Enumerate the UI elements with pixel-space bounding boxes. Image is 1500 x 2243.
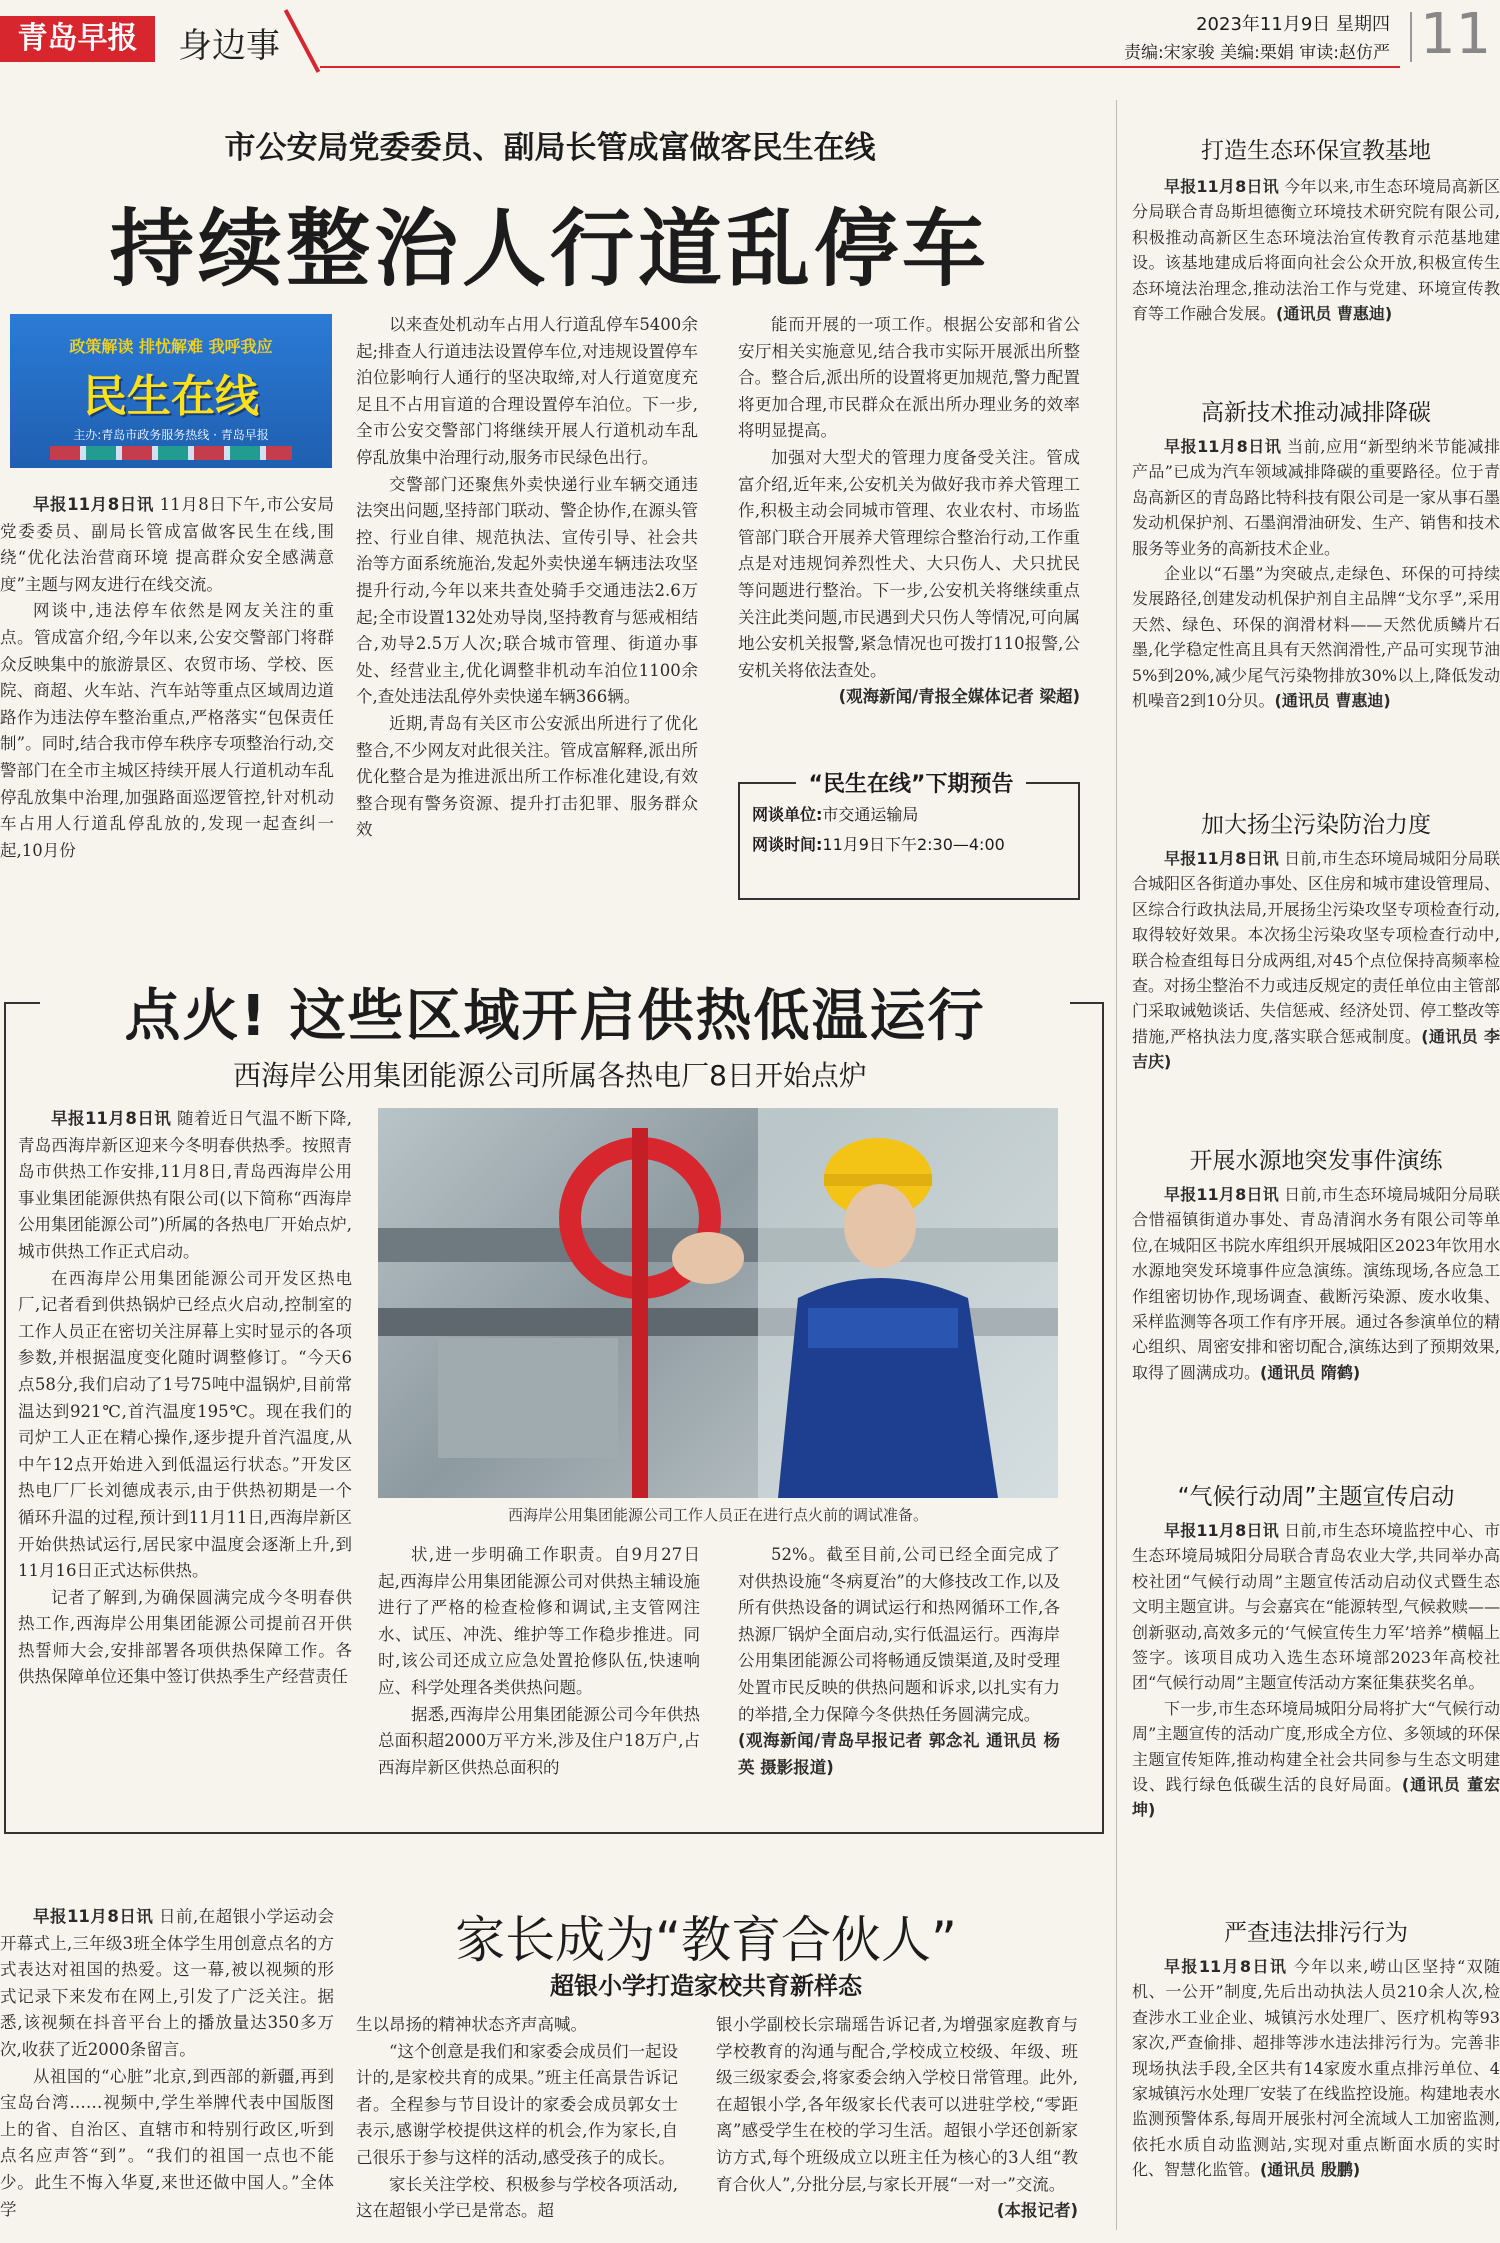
- paragraph: 从祖国的“心脏”北京,到西部的新疆,再到宝岛台湾……视频中,学生举牌代表中国版图上的省、自治区、直辖市和特别行政区,听到点名应声答“到”。“我们的祖国一点也不能少。此生不悔入华夏,来世还做中国人。”全体学: [0, 2066, 334, 2219]
- paragraph: 能而开展的一项工作。根据公安部和省公安厅相关实施意见,结合我市实际开展派出所整合。整合后,派出所的设置将更加规范,警力配置将更加合理,市民群众在派出所办理业务的效率将明显提高。: [738, 315, 1080, 441]
- brief2-body: [1132, 434, 1500, 778]
- dateline: 早报11月8日讯: [1164, 849, 1279, 868]
- dateline: 早报11月8日讯: [1164, 1185, 1279, 1204]
- preview-time-label: 网谈时间:: [752, 835, 823, 854]
- dateline: 早报11月8日讯: [33, 495, 154, 514]
- paragraph: 当前,应用“新型纳米节能减排产品”已成为汽车领域减排降碳的重要路径。位于青岛高新区的青岛路比特科技有限公司是一家从事石墨发动机保护剂、石墨润滑油研发、生产、销售和技术服务等业务的高新技术企业。: [1132, 437, 1500, 558]
- story2-col3: [738, 1542, 1060, 1824]
- story1-col1: [0, 492, 334, 912]
- story1-headline: 持续整治人行道乱停车: [109, 200, 990, 298]
- story1-kicker: 市公安局党委委员、副局长管成富做客民生在线: [224, 130, 876, 166]
- brief6-body: [1132, 1954, 1500, 2243]
- paragraph: 日前,市生态环境监控中心、市生态环境局城阳分局联合青岛农业大学,共同举办高校社团“气候行动周”主题宣传活动启动仪式暨生态文明主题宣讲。与会嘉宾在“能源转型,气候救赎——创新驱动,高效多元的‘气候宣传生力军’培养”横幅上签字。该项目成功入选生态环境部2023年高校社团“气候行动周”主题宣传活动方案征集获奖名单。: [1132, 1521, 1500, 1693]
- story1-col3: [738, 312, 1080, 778]
- brief3-title: 加大扬尘污染防治力度: [1201, 812, 1431, 838]
- byline: (通讯员 曹惠迪): [1274, 691, 1391, 711]
- paragraph: 网谈中,违法停车依然是网友关注的重点。管成富介绍,今年以来,公安交警部门将群众反映集中的旅游景区、农贸市场、学校、医院、商超、火车站、汽车站等重点区域周边道路作为违法停车整治重点,严格落实“包保责任制”。同时,结合我市停车秩序专项整治行动,交警部门在全市主城区持续开展人行道机动车乱停乱放集中治理,加强路面巡逻管控,针对机动车占用人行道乱停乱放的,发现一起查纠一起,10月份: [0, 601, 334, 860]
- brief4-body: [1132, 1182, 1500, 1446]
- byline: (观海新闻/青岛早报记者 郭念礼 通讯员 杨英 摄影报道): [738, 1731, 1060, 1777]
- preview-time: [752, 830, 1066, 860]
- story2-col1: [18, 1106, 352, 1822]
- brief1-title: 打造生态环保宣教基地: [1201, 138, 1431, 164]
- banner-logo: [50, 446, 292, 460]
- dateline: 早报11月8日讯: [33, 1907, 154, 1926]
- paragraph: 随着近日气温不断下降,青岛西海岸新区迎来今冬明春供热季。按照青岛市供热工作安排,11月8日,青岛西海岸公用事业集团能源供热有限公司(以下简称“西海岸公用集团能源公司”)所属的各热电厂开始点炉,城市供热工作正式启动。: [18, 1109, 352, 1261]
- paragraph: 据悉,西海岸公用集团能源公司今年供热总面积超2000万平方米,涉及住户18万户,占西海岸新区供热总面积的: [378, 1704, 700, 1777]
- masthead-rule: [320, 66, 1400, 68]
- paragraph: “这个创意是我们和家委会成员们一起设计的,是家校共育的成果。”班主任高景告诉记者。全程参与节目设计的家委会成员郭女士表示,感谢学校提供这样的机会,作为家长,自己很乐于参与这样的活动,感受孩子的成长。: [356, 2041, 678, 2167]
- banner-title: 民生在线: [83, 371, 259, 422]
- photo-caption: 西海岸公用集团能源公司工作人员正在进行点火前的调试准备。: [507, 1506, 928, 1524]
- preview-unit: [752, 800, 1066, 830]
- paragraph: 下一步,市生态环境局城阳分局将扩大“气候行动周”主题宣传的活动广度,形成全方位、多领域的环保主题宣传矩阵,推动构建全社会共同参与生态文明建设、践行绿色低碳生活的良好局面。: [1132, 1698, 1500, 1795]
- paragraph: 今年以来,崂山区坚持“双随机、一公开”制度,先后出动执法人员210余人次,检查涉水工业企业、城镇污水处理厂、医疗机构等93家次,严查偷排、超排等涉水违法排污行为。完善非现场执法手段,全区共有14家废水重点排污单位、4家城镇污水处理厂安装了在线监控设施。构建地表水监测预警体系,每周开展张村河全流域人工加密监测,依托水质自动监测站,实现对重点断面水质的实时化、智慧化监管。: [1132, 1957, 1500, 2180]
- paragraph: 在西海岸公用集团能源公司开发区热电厂,记者看到供热锅炉已经点火启动,控制室的工作人员正在密切关注屏幕上实时显示的各项参数,并根据温度变化随时调整修订。“今天6点58分,我们启动了1号75吨中温锅炉,目前常温达到921℃,首汽温度195℃。现在我们的司炉工人正在精心操作,逐步提升首汽温度,从中午12点开始进入到低温运行状态。”开发区热电厂厂长刘德成表示,由于供热初期是一个循环升温的过程,预计到11月11日,西海岸新区开始供热试运行,居民家中温度会逐渐上升,到11月16日正式达标供热。: [18, 1268, 352, 1581]
- dateline: 早报11月8日讯: [51, 1109, 172, 1128]
- dateline: 早报11月8日讯: [1164, 1521, 1279, 1540]
- paragraph: 生以昂扬的精神状态齐声高喊。: [356, 2015, 587, 2034]
- paragraph: 11月8日下午,市公安局党委委员、副局长管成富做客民生在线,围绕“优化法治营商环境 提高群众安全感满意度”主题与网友进行在线交流。: [0, 495, 334, 594]
- paragraph: 状,进一步明确工作职责。自9月27日起,西海岸公用集团能源公司对供热主辅设施进行了严格的检查检修和调试,主支管网注水、试压、冲洗、维护等工作稳步推进。同时,该公司还成立应急处置抢修队伍,快速响应、科学处理各类供热问题。: [378, 1545, 700, 1697]
- banner-sponsors: 主办:青岛市政务服务热线 · 青岛早报: [73, 428, 269, 442]
- section-name: 身边事: [178, 26, 280, 66]
- story1-col2: [356, 312, 698, 912]
- preview-time-value: 11月9日下午2:30—4:00: [822, 835, 1005, 854]
- page-divider: [1410, 12, 1412, 62]
- brief6-title: 严查违法排污行为: [1224, 1920, 1408, 1946]
- byline: (通讯员 李吉庆): [1132, 1026, 1500, 1072]
- page-number: 11: [1420, 2, 1492, 67]
- paragraph: 银小学副校长宗瑞瑶告诉记者,为增强家庭教育与学校教育的沟通与配合,学校成立校级、年级、班级三级家委会,将家委会纳入学校日常管理。此外,在超银小学,各年级家长代表可以进驻学校,“零距离”感受学生在校的学习生活。超银小学还创新家访方式,每个班级成立以班主任为核心的3人组“教育合伙人”,分批分层,与家长开展“一对一”交流。: [716, 2015, 1078, 2194]
- paragraph: 交警部门还聚焦外卖快递行业车辆交通违法突出问题,坚持部门联动、警企协作,在源头管控、行业自律、规范执法、宣传引导、社会共治等方面系统施治,发起外卖快递车辆违法攻坚提升行动,今年以来共查处骑手交通违法2.6万起;全市设置132处劝导岗,坚持教育与惩戒相结合,劝导2.5万人次;联合城市管理、街道办事处、经营业主,优化调整非机动车泊位1100余个,查处违法乱停外卖快递车辆366辆。: [356, 474, 698, 707]
- minsheng-banner: [10, 314, 332, 468]
- brief2-title: 高新技术推动减排降碳: [1201, 400, 1431, 426]
- paragraph: 今年以来,市生态环境局高新区分局联合青岛斯坦德衡立环境技术研究院有限公司,积极推动高新区生态环境法治宣传教育示范基地建设。该基地建成后将面向社会公众开放,积极宣传生态环境法治理念,推动法治工作与党建、环境宣传教育等工作融合发展。: [1132, 177, 1500, 324]
- brief1-body: [1132, 174, 1500, 364]
- editor-credits: 责编:宋家骏 美编:栗娟 审读:赵仿严: [1124, 43, 1390, 63]
- masthead-slash: [284, 9, 320, 73]
- story2-subtitle: 西海岸公用集团能源公司所属各热电厂8日开始点炉: [233, 1059, 867, 1092]
- paragraph: 加强对大型犬的管理力度备受关注。管成富介绍,近年来,公安机关为做好我市养犬管理工作,积极主动会同城市管理、农业农村、市场监管部门联合开展养犬管理综合整治行动,工作重点是对违规饲养烈性犬、大只伤人、犬只扰民等问题进行整治。下一步,公安机关将继续重点关注此类问题,市民遇到犬只伤人等情况,可向属地公安机关报警,紧急情况也可拨打110报警,公安机关将依法查处。: [738, 447, 1080, 680]
- byline: (观海新闻/青报全媒体记者 梁超): [838, 687, 1080, 707]
- heating-worker-photo: [378, 1108, 1058, 1498]
- paragraph: 52%。截至目前,公司已经全面完成了对供热设施“冬病夏治”的大修技改工作,以及所有供热设备的调试运行和热网循环工作,各热源厂锅炉全面启动,实行低温运行。西海岸公用集团能源公司将畅通反馈渠道,及时受理处置市民反映的供热问题和诉求,以扎实有力的举措,全力保障今冬供热任务圆满完成。: [738, 1545, 1060, 1724]
- brief5-title: “气候行动周”主题宣传启动: [1177, 1484, 1455, 1510]
- byline: (通讯员 隋鹤): [1260, 1362, 1361, 1382]
- preview-unit-value: 市交通运输局: [822, 805, 919, 824]
- byline: (通讯员 殷鹏): [1260, 2160, 1361, 2180]
- paragraph: 日前,市生态环境局城阳分局联合城阳区各街道办事处、区住房和城市建设管理局、区综合行政执法局,开展扬尘污染攻坚专项检查行动,取得较好效果。本次扬尘污染攻坚专项检查行动中,联合检查组每日分成两组,对45个点位保持高频率检查。对扬尘整治不力或违反规定的责任单位由主管部门采取诫勉谈话、失信惩戒、经济处罚、停工整改等措施,严格执法力度,落实联合惩戒制度。: [1132, 849, 1500, 1046]
- paragraph: 以来查处机动车占用人行道乱停车5400余起;排查人行道违法设置停车位,对违规设置停车泊位影响行人通行的坚决取缔,对人行道宽度充足且不占用盲道的合理设置停车泊位。下一步,全市公安交警部门将继续开展人行道机动车乱停乱放集中治理行动,服务市民绿色出行。: [356, 315, 698, 467]
- preview-box: [738, 772, 1080, 900]
- paragraph: 企业以“石墨”为突破点,走绿色、环保的可持续发展路径,创建发动机保护剂自主品牌“戈尔孚”,采用天然、绿色、环保的润滑材料——天然优质鳞片石墨,化学稳定性高且具有天然润滑性,产品可实现节油5%到20%,减少尾气污染物排放30%以上,降低发动机噪音2到10分贝。: [1132, 564, 1500, 711]
- dateline: 早报11月8日讯: [1164, 437, 1282, 456]
- story2-col2: [378, 1542, 700, 1824]
- story3-col3: [716, 2012, 1078, 2243]
- preview-title: “民生在线”下期预告: [796, 770, 1026, 800]
- issue-date: 2023年11月9日 星期四: [1196, 14, 1390, 35]
- banner-slogan: 政策解读 排忧解难 我呼我应: [69, 337, 273, 356]
- byline: (本报记者): [996, 2201, 1078, 2221]
- dateline: 早报11月8日讯: [1164, 1957, 1288, 1976]
- brief3-body: [1132, 846, 1500, 1106]
- story3-col2: [356, 2012, 678, 2243]
- paragraph: 家长关注学校、积极参与学校各项活动,这在超银小学已是常态。超: [356, 2174, 678, 2221]
- story3-subtitle: 超银小学打造家校共育新样态: [550, 1972, 862, 2000]
- dateline: 早报11月8日讯: [1164, 177, 1279, 196]
- preview-unit-label: 网谈单位:: [752, 805, 823, 824]
- masthead: [0, 0, 1500, 68]
- paragraph: 日前,在超银小学运动会开幕式上,三年级3班全体学生用创意点名的方式表达对祖国的热爱。这一幕,被以视频的形式记录下来发布在网上,引发了广泛关注。据悉,该视频在抖音平台上的播放量达350多万次,收获了近2000条留言。: [0, 1907, 334, 2059]
- paragraph: 近期,青岛有关区市公安派出所进行了优化整合,不少网友对此很关注。管成富解释,派出所优化整合是为推进派出所工作标准化建设,有效整合现有警务资源、提升打击犯罪、服务群众效: [356, 713, 698, 840]
- byline: (通讯员 曹惠迪): [1276, 304, 1393, 324]
- right-column-divider: [1116, 100, 1117, 2230]
- brief4-title: 开展水源地突发事件演练: [1189, 1148, 1443, 1174]
- paragraph: 记者了解到,为确保圆满完成今冬明春供热工作,西海岸公用集团能源公司提前召开供热誓师大会,安排部署各项供热保障工作。各供热保障单位还集中签订供热季生产经营责任: [18, 1587, 352, 1687]
- story3-col1: [0, 1904, 334, 2243]
- byline: (通讯员 董宏坤): [1132, 1775, 1500, 1820]
- photo-illustration: [378, 1108, 1058, 1498]
- story2-headline: 点火! 这些区域开启供热低温运行: [40, 972, 1070, 1052]
- story3-headline: 家长成为“教育合伙人”: [455, 1911, 957, 1969]
- brand-logo: 青岛早报: [0, 16, 155, 62]
- paragraph: 日前,市生态环境局城阳分局联合惜福镇街道办事处、青岛清润水务有限公司等单位,在城阳区书院水库组织开展城阳区2023年饮用水水源地突发环境事件应急演练。演练现场,各应急工作组密切协作,现场调查、截断污染源、废水收集、采样监测等各项工作有序开展。通过各参演单位的精心组织、周密安排和密切配合,演练达到了预期效果,取得了圆满成功。: [1132, 1185, 1500, 1382]
- brief5-body: [1132, 1518, 1500, 1886]
